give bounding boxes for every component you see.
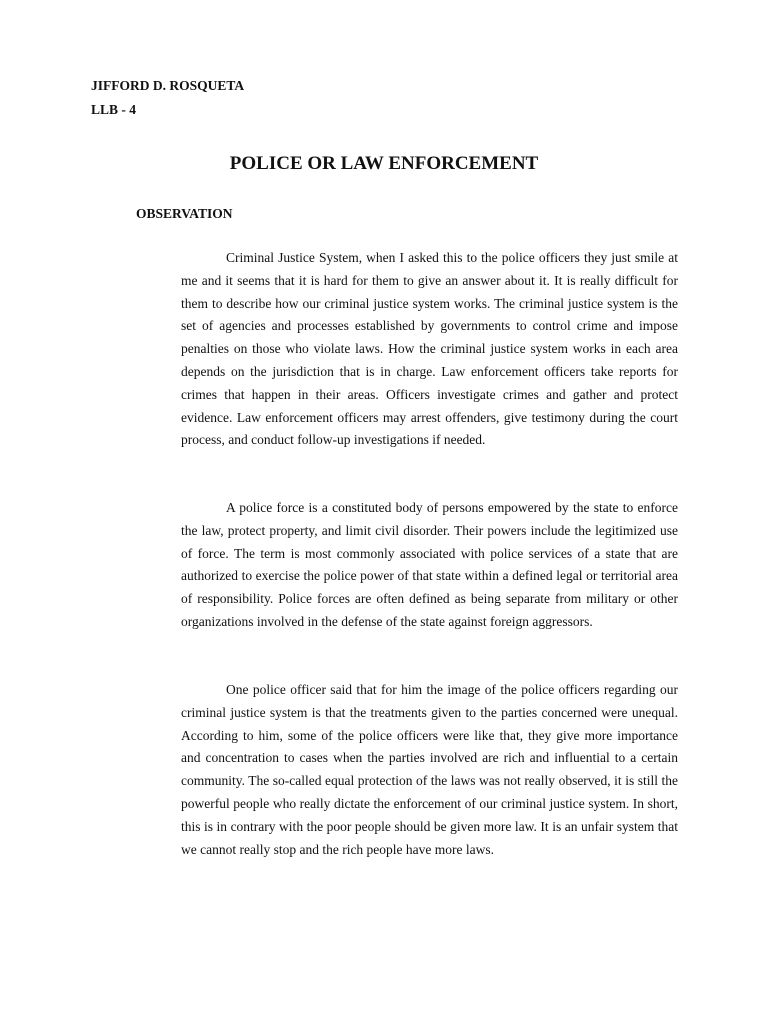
body-paragraph: A police force is a constituted body of persons empowered by the state to enforce the law, protect property, and limit civil disorder. Their powers include the legitimized use of force. The term is most commonly associated with police services of a state that are authorized to exercise the police power of that state within a defined legal or territorial area of responsibility. Police forces are often defined as being separate from military or other organizations involved in the defense of the state against foreign aggressors. (181, 500, 678, 629)
body-paragraph: Criminal Justice System, when I asked this to the police officers they just smile at me and it seems that it is hard for them to give an answer about it. It is really difficult for them to describe how our criminal justice system works. The criminal justice system is the set of agencies and processes established by governments to control crime and impose penalties on those who violate laws. How the criminal justice system works in each area depends on the jurisdiction that is in charge. Law enforcement officers take reports for crimes that happen in their areas. Officers investigate crimes and gather and protect evidence. Law enforcement officers may arrest offenders, give testimony during the court process, and conduct follow-up investigations if needed. (181, 250, 678, 448)
author-class: LLB - 4 (91, 102, 137, 117)
section-heading: OBSERVATION (136, 206, 233, 221)
body-paragraph: One police officer said that for him the image of the police officers regarding our criminal justice system is that the treatments given to the parties concerned were unequal. According to him, some of the police officers were like that, they give more importance and concentration to cases when the parties involved are rich and influential to a certain community. The so-called equal protection of the laws was not really observed, it is still the powerful people who really dictate the enforcement of our criminal justice system. In short, this is in contrary with the poor people should be given more law. It is an unfair system that we cannot really stop and the rich people have more laws. (181, 682, 678, 857)
document-title: POLICE OR LAW ENFORCEMENT (229, 153, 539, 174)
author-name: JIFFORD D. ROSQUETA (91, 78, 245, 93)
